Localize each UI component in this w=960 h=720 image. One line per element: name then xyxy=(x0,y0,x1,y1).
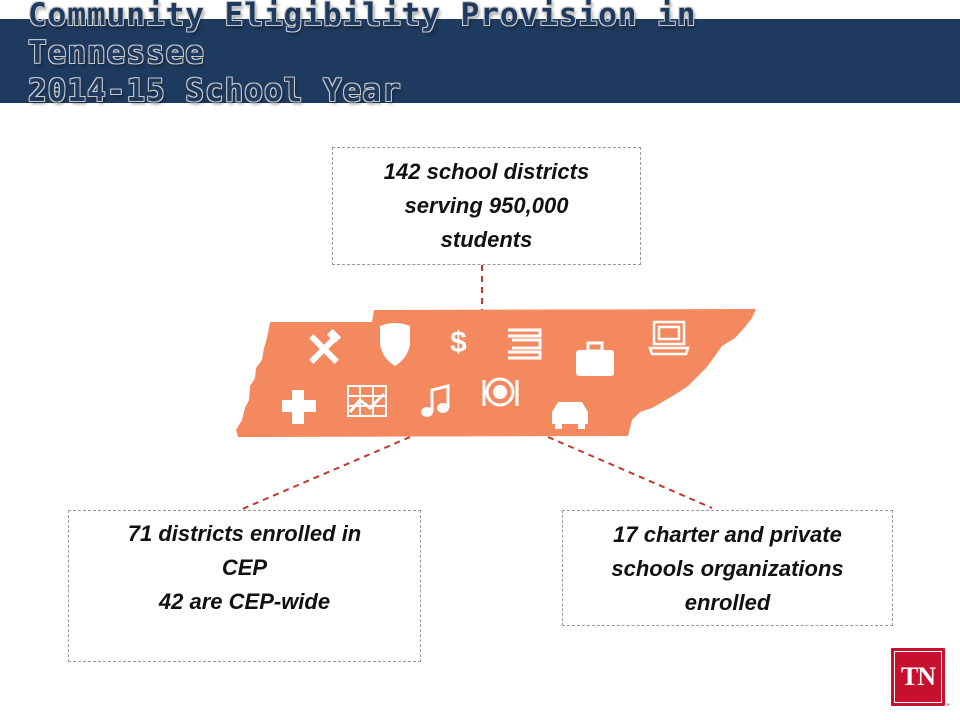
districts-enrolled-line-3: 42 are CEP-wide xyxy=(158,589,331,614)
districts-enrolled-line-1: 71 districts enrolled in xyxy=(127,521,362,546)
districts-total-line-1: 142 school districts xyxy=(383,159,590,184)
tn-logo-text: TN xyxy=(894,651,942,703)
connector-left xyxy=(240,437,410,510)
title-line-2: Tennessee xyxy=(28,35,205,71)
title-line-1: Community Eligibility Provision in xyxy=(28,0,697,33)
charter-private-line-1: 17 charter and private xyxy=(613,522,842,547)
tn-logo xyxy=(891,648,945,706)
title-line-3: 2014-15 School Year xyxy=(28,73,402,109)
charter-private-line-3: enrolled xyxy=(684,590,771,615)
districts-enrolled-line-2: CEP xyxy=(221,555,268,580)
charter-private-line-2: schools organizations xyxy=(611,556,844,581)
tn-logo-trademark: ™ xyxy=(945,703,950,709)
districts-total-box xyxy=(332,147,641,265)
districts-total-line-2: serving 950,000 xyxy=(404,193,569,218)
charter-private-box xyxy=(562,510,893,626)
districts-total-line-3: students xyxy=(440,227,533,252)
districts-enrolled-box xyxy=(68,510,421,662)
connector-right xyxy=(548,437,712,508)
dollar-icon: $ xyxy=(450,326,467,359)
